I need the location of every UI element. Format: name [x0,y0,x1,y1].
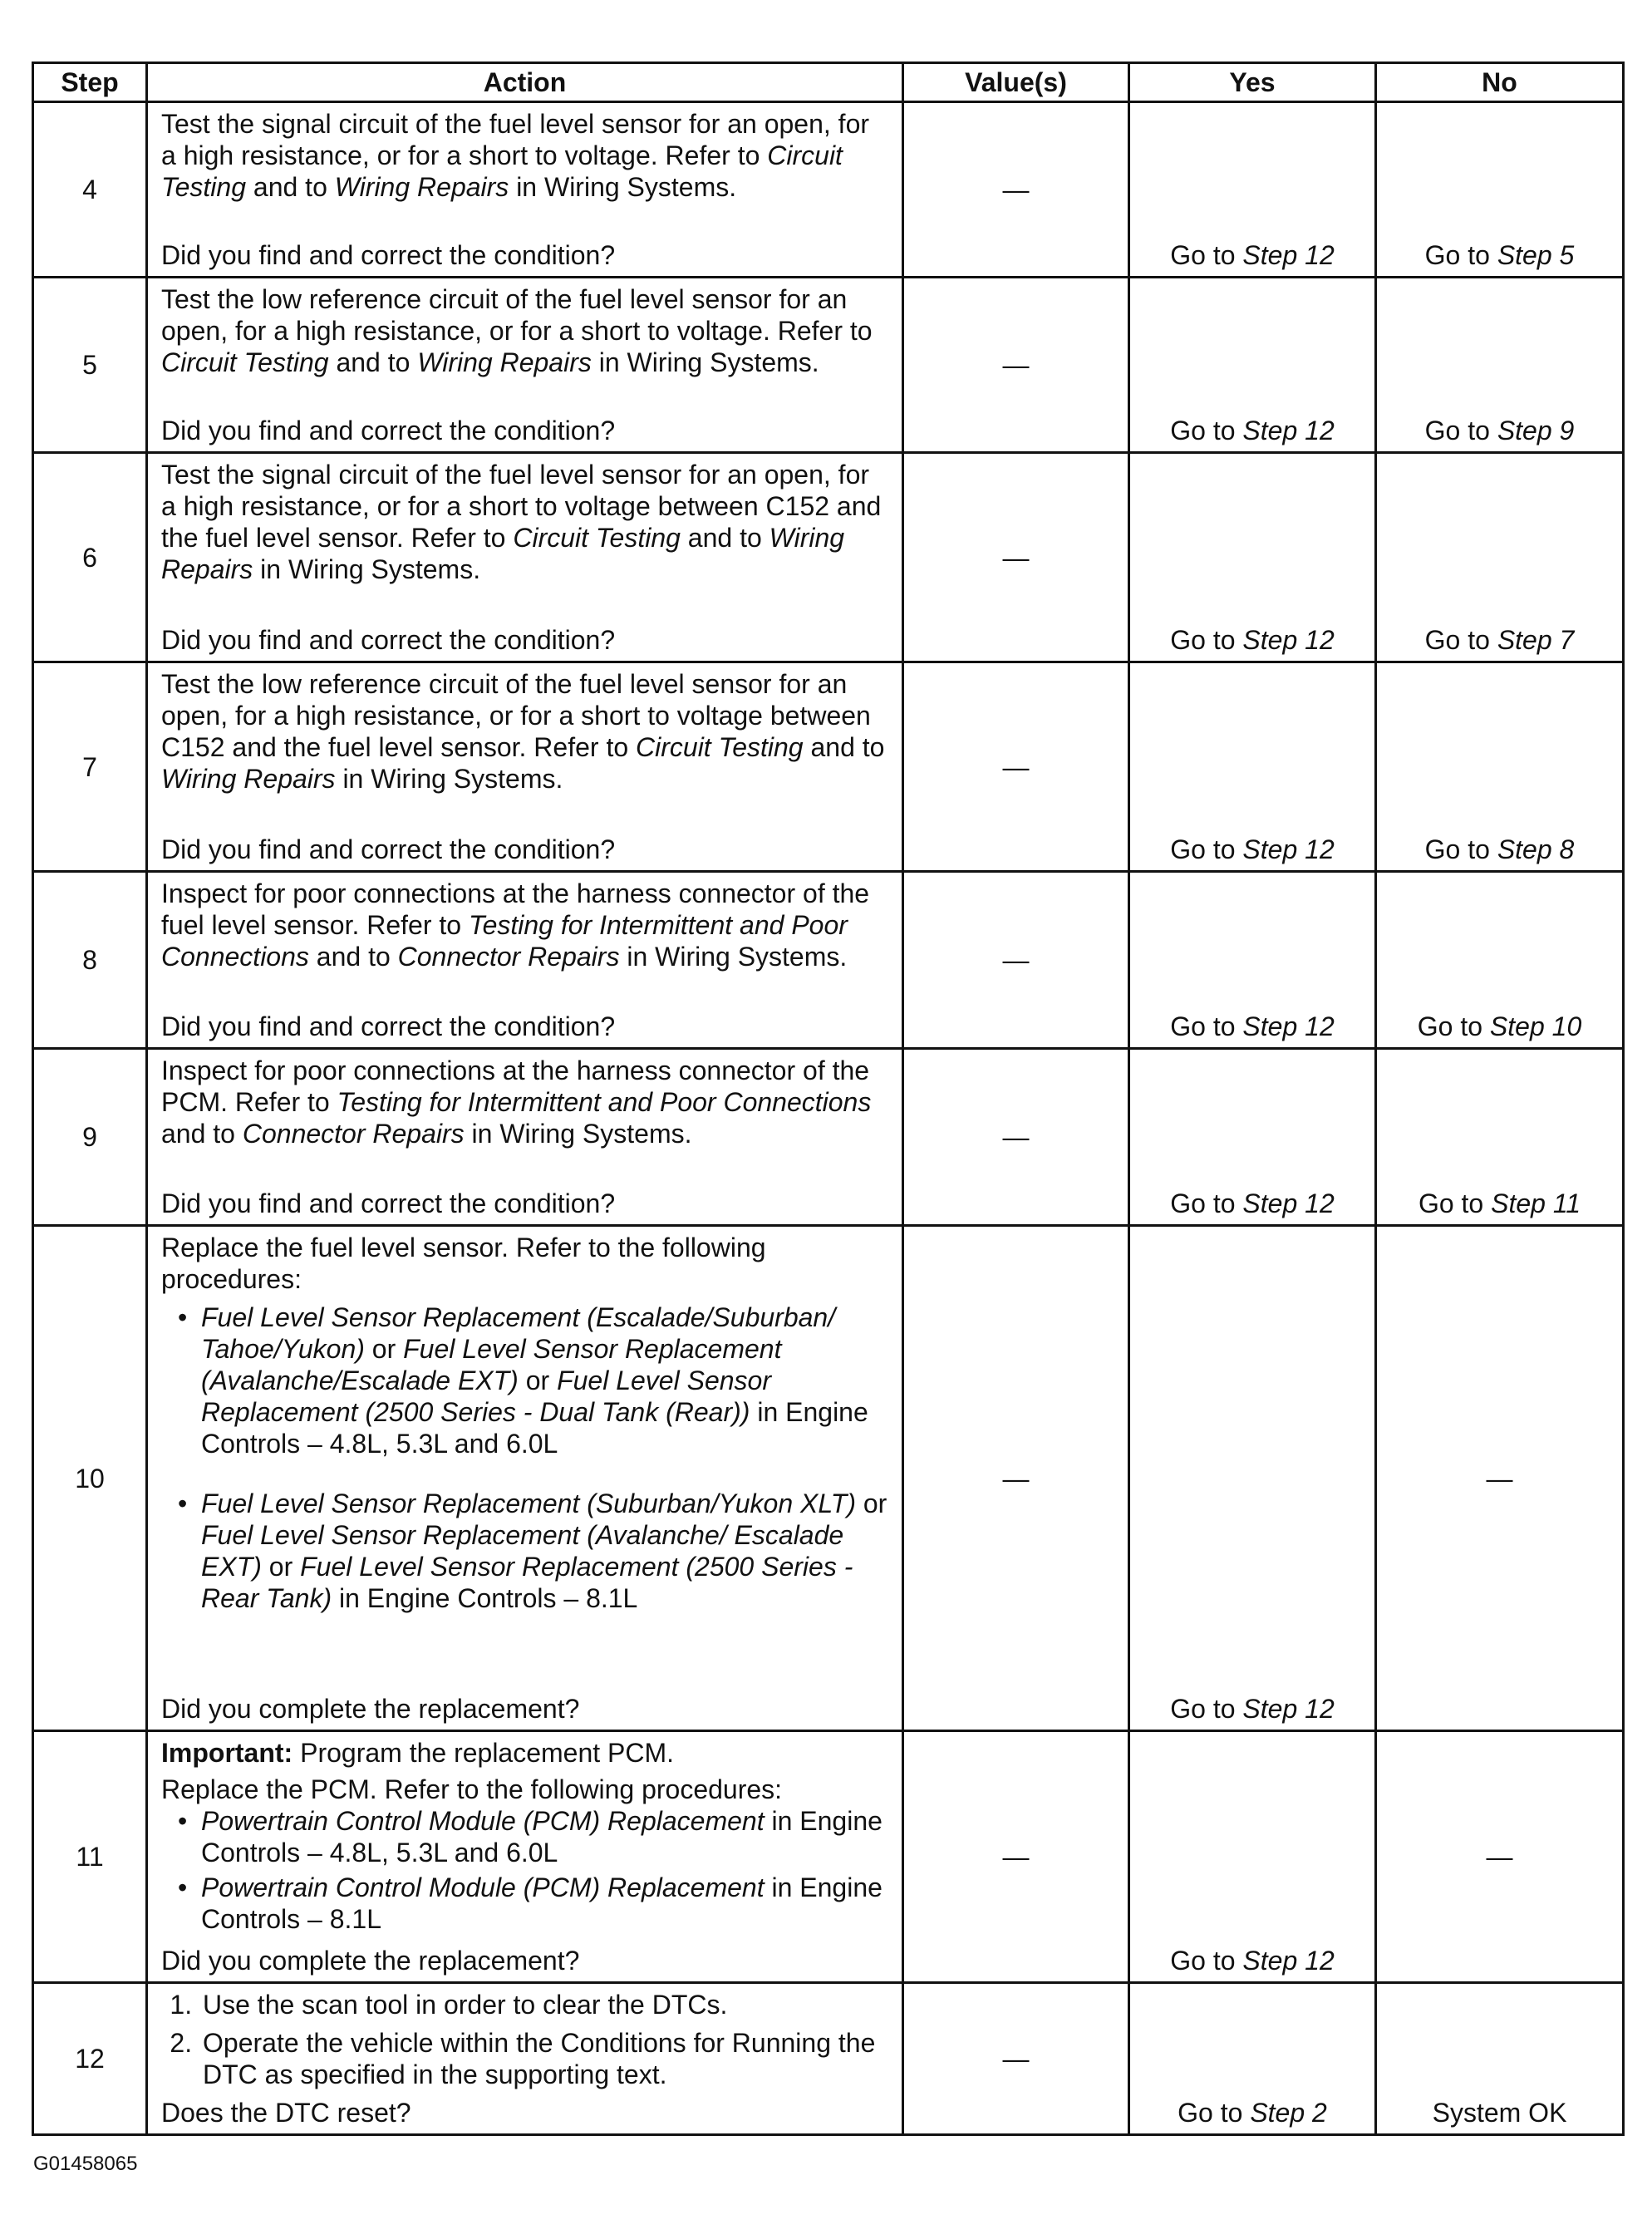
action-text-part: and to [246,172,335,202]
action-question: Did you find and correct the condition? [161,240,616,270]
action-cell [147,662,903,872]
goto-label: Go to [1170,1188,1236,1218]
value-cell [903,453,1129,662]
action-text-part: Test the low reference circuit of the fuel level sensor for an open, for a high resistance, or for a short to voltage. Refer to [161,284,873,346]
action-question: Did you complete the replacement? [161,1694,580,1724]
value-dash: — [1002,1463,1030,1493]
no-cell [1376,1983,1624,2135]
diagnostic-table [32,62,1625,2136]
action-text [161,1055,890,1149]
action-text-part: Inspect for poor connections at the harness connector of the fuel level sensor. Refer to [161,878,870,940]
action-text-part: in Wiring Systems. [591,347,819,377]
important-text: Program the replacement PCM. [293,1738,675,1768]
action-question: Did you find and correct the condition? [161,416,616,445]
table-row [33,1226,1624,1731]
goto-label: Go to [1170,416,1236,445]
step-ref: Step 12 [1242,625,1335,655]
yes-result [1130,1693,1374,1725]
action-cell [147,872,903,1049]
reference-link: Circuit Testing [636,732,804,762]
list-item [201,1872,890,1935]
step-ref: Step 12 [1242,240,1335,270]
step-number: 9 [33,1049,147,1226]
no-cell [1376,1049,1624,1226]
table-row [33,453,1624,662]
header-yes: Yes [1129,63,1376,102]
step-number: 11 [33,1731,147,1983]
no-result: System OK [1432,2098,1567,2128]
action-question: Did you find and correct the condition? [161,1011,616,1041]
reference-link: Wiring Repairs [161,523,845,584]
value-cell [903,1226,1129,1731]
no-result [1377,239,1622,271]
header-values: Value(s) [903,63,1129,102]
goto-label: Go to [1424,416,1490,445]
action-question: Did you complete the replacement? [161,1946,580,1976]
reference-link: Fuel Level Sensor Replacement (2500 Series - Rear Tank) [201,1552,853,1613]
action-question: Did you find and correct the condition? [161,1188,616,1218]
value-cell [903,102,1129,278]
action-cell [147,453,903,662]
yes-cell [1129,1983,1376,2135]
value-dash: — [1002,542,1030,573]
list-text: in Engine Controls – 4.8L, 5.3L and 6.0L [201,1806,883,1867]
reference-link: Powertrain Control Module (PCM) Replacement [201,1806,765,1836]
yes-cell [1129,872,1376,1049]
yes-cell [1129,1226,1376,1731]
step-ref: Step 9 [1497,416,1575,445]
step-ref: Step 12 [1242,834,1335,864]
action-text-part: in Wiring Systems. [509,172,737,202]
reference-link: Circuit Testing [161,347,329,377]
goto-label: Go to [1170,625,1236,655]
procedure-list [161,1302,890,1614]
value-cell [903,872,1129,1049]
yes-result [1130,1188,1374,1219]
yes-result [1130,239,1374,271]
list-text: in Engine Controls – 4.8L, 5.3L and 6.0L [201,1397,868,1459]
important-note [161,1737,890,1769]
table-row [33,102,1624,278]
no-cell [1376,662,1624,872]
reference-link: Wiring Repairs [161,764,336,794]
no-cell [1376,1226,1624,1731]
reference-link: Fuel Level Sensor Replacement (2500 Series - Dual Tank (Rear)) [201,1366,771,1427]
goto-label: Go to [1424,240,1490,270]
reference-link: Connector Repairs [242,1119,465,1149]
header-action: Action [147,63,903,102]
list-item [201,1805,890,1868]
value-cell [903,1049,1129,1226]
goto-label: Go to [1418,1188,1484,1218]
reference-link: Connector Repairs [397,942,620,972]
yes-result [1130,415,1374,446]
step-number: 12 [33,1983,147,2135]
reference-link: Circuit Testing [161,140,843,202]
step-number: 10 [33,1226,147,1731]
yes-cell [1129,662,1376,872]
action-text-part: and to [803,732,885,762]
value-dash: — [1002,1122,1030,1152]
table-row [33,872,1624,1049]
action-text-part: Test the low reference circuit of the fuel level sensor for an open, for a high resistance, or for a short to voltage between C152 and the fuel level sensor. Refer to [161,669,871,762]
action-text-part: Test the signal circuit of the fuel level sensor for an open, for a high resistance, or for a short to voltage. Refer to [161,109,870,170]
action-text [161,108,890,203]
yes-cell [1129,453,1376,662]
reference-link: Fuel Level Sensor Replacement (Avalanche/Escalade EXT) [201,1334,782,1395]
action-text-part: Test the signal circuit of the fuel level sensor for an open, for a high resistance, or for a short to voltage between C152 and the fuel level sensor. Refer to [161,460,882,553]
action-text-part: in Wiring Systems. [464,1119,692,1149]
no-result [1377,1011,1622,1042]
list-text: or [261,1552,301,1582]
yes-result [1130,1945,1374,1976]
no-cell [1376,278,1624,453]
goto-label: Go to [1170,1946,1236,1976]
no-cell [1376,872,1624,1049]
procedure-list [161,1805,890,1935]
value-dash: — [1002,1842,1030,1872]
step-ref: Step 8 [1497,834,1575,864]
figure-id: G01458065 [33,2153,138,2175]
reference-link: Circuit Testing [513,523,681,553]
step-number: 7 [33,662,147,872]
important-label: Important: [161,1738,293,1768]
no-result [1377,415,1622,446]
reference-link: Fuel Level Sensor Replacement (Avalanche/ Escalade EXT) [201,1520,844,1582]
no-cell [1376,1731,1624,1983]
action-text-part: and to [161,1119,243,1149]
no-cell [1376,102,1624,278]
goto-label: Go to [1170,1694,1236,1724]
goto-label: Go to [1424,625,1490,655]
header-row [33,63,1624,102]
yes-cell [1129,1731,1376,1983]
header-no: No [1376,63,1624,102]
step-number: 6 [33,453,147,662]
reference-link: Wiring Repairs [334,172,509,202]
list-text: or [855,1489,887,1518]
table-row [33,662,1624,872]
step-number: 4 [33,102,147,278]
goto-label: Go to [1170,834,1236,864]
value-cell [903,662,1129,872]
action-text-part: Inspect for poor connections at the harness connector of the PCM. Refer to [161,1056,870,1117]
action-question: Does the DTC reset? [161,2098,411,2128]
list-item [201,1488,890,1614]
action-cell [147,1049,903,1226]
action-text [161,283,890,378]
yes-result [1130,1011,1374,1042]
yes-cell [1129,1049,1376,1226]
action-intro: Replace the fuel level sensor. Refer to the following procedures: [161,1233,766,1294]
reference-link: Testing for Intermittent and Poor Connections [337,1087,872,1117]
yes-result [1130,624,1374,656]
value-dash: — [1002,350,1030,380]
action-text-part: and to [328,347,418,377]
action-text-part: in Wiring Systems. [253,554,481,584]
table-row [33,1983,1624,2135]
reference-link: Wiring Repairs [417,347,592,377]
no-result [1377,834,1622,865]
action-text-part: and to [308,942,398,972]
goto-label: Go to [1424,834,1490,864]
value-dash: — [1002,945,1030,975]
yes-cell [1129,102,1376,278]
list-item: 1. Use the scan tool in order to clear the DTCs. [199,1989,890,2020]
value-dash: — [1002,175,1030,204]
reference-link: Powertrain Control Module (PCM) Replacement [201,1872,765,1902]
step-ref: Step 12 [1242,1011,1335,1041]
value-dash: — [1002,751,1030,782]
yes-result [1130,834,1374,865]
goto-label: Go to [1170,1011,1236,1041]
action-cell [147,1731,903,1983]
reference-link: Fuel Level Sensor Replacement (Escalade/Suburban/ Tahoe/Yukon) [201,1302,836,1364]
step-ref: Step 12 [1242,1188,1335,1218]
list-text: or [364,1334,404,1364]
list-text: in Engine Controls – 8.1L [332,1583,638,1613]
value-cell [903,278,1129,453]
action-text-part: and to [680,523,769,553]
step-ref: Step 12 [1242,1946,1335,1976]
action-text-part: in Wiring Systems. [619,942,848,972]
step-ref: Step 12 [1242,416,1335,445]
action-question: Did you find and correct the condition? [161,834,616,864]
header-step: Step [33,63,147,102]
reference-link: Fuel Level Sensor Replacement (Suburban/Yukon XLT) [201,1489,856,1518]
no-cell [1376,453,1624,662]
action-text-part: in Wiring Systems. [335,764,563,794]
step-ref: Step 10 [1489,1011,1582,1041]
table-row [33,1049,1624,1226]
list-item: 2. Operate the vehicle within the Conditions for Running the DTC as specified in the supporting text. [199,2027,890,2090]
step-number: 8 [33,872,147,1049]
yes-result [1130,2097,1374,2128]
step-ref: Step 7 [1497,625,1575,655]
table-row [33,1731,1624,1983]
action-question: Did you find and correct the condition? [161,625,616,655]
yes-cell [1129,278,1376,453]
reference-link: Testing for Intermittent and Poor Connections [161,910,848,972]
value-dash: — [1002,2044,1030,2074]
step-ref: Step 11 [1491,1188,1581,1218]
action-text [161,459,890,585]
numbered-list [161,1989,890,2090]
step-ref: Step 2 [1250,2098,1327,2128]
value-cell [903,1983,1129,2135]
table-row [33,278,1624,453]
action-cell [147,1983,903,2135]
list-text: or [518,1366,558,1395]
value-cell [903,1731,1129,1983]
action-text [161,878,890,972]
no-result [1377,1188,1622,1219]
value-dash: — [1486,1463,1513,1493]
action-cell [147,102,903,278]
value-dash: — [1486,1842,1513,1872]
action-cell [147,1226,903,1731]
list-item [201,1302,890,1459]
action-text [161,668,890,795]
no-result [1377,624,1622,656]
action-intro: Replace the PCM. Refer to the following procedures: [161,1774,783,1804]
goto-label: Go to [1178,2098,1243,2128]
goto-label: Go to [1417,1011,1483,1041]
goto-label: Go to [1170,240,1236,270]
step-ref: Step 5 [1497,240,1575,270]
step-ref: Step 12 [1242,1694,1335,1724]
action-cell [147,278,903,453]
step-number: 5 [33,278,147,453]
list-text: in Engine Controls – 8.1L [201,1872,883,1934]
